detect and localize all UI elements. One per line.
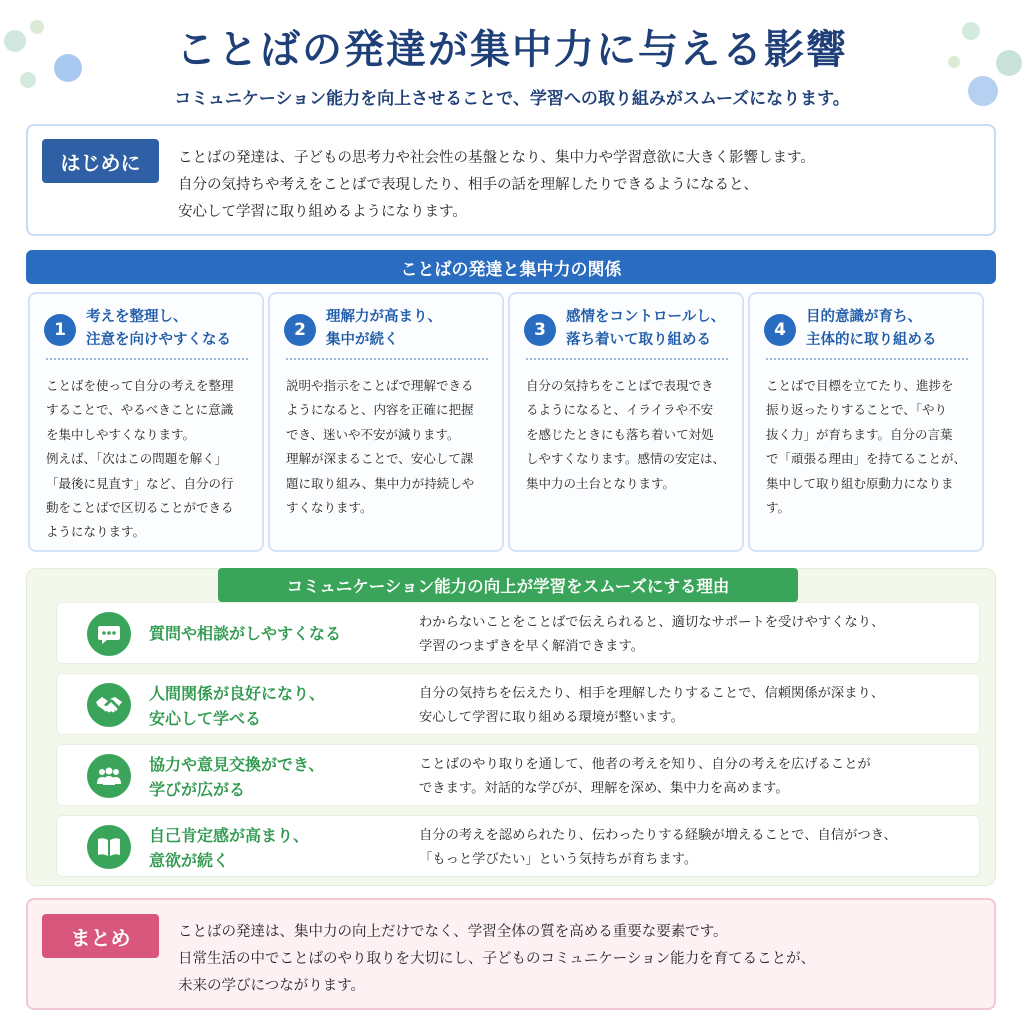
card-body [766,374,978,520]
card-body-line: 集中力の土台となります。 [526,475,676,491]
summary-line: 日常生活の中でことばのやり取りを大切にし、子どものコミュニケーション能力を育てることが、 [178,951,816,967]
reason-title [149,681,389,731]
card-body-line: 説明や指示をことばで理解できる [286,378,474,393]
card-body-line: ことばで目標を立てたり、進捗を [766,378,954,393]
group-icon [87,754,131,798]
intro-section [26,124,996,236]
reason-row [56,602,980,664]
card-body-line: で「頑張る理由」を持てることが、 [766,451,967,467]
reasons-heading: コミュニケーション能力の向上が学習をスムーズにする理由 [218,568,798,602]
card-title-line: 集中が続く [326,332,399,348]
card-body [526,374,738,496]
card-body-line: 振り返ったりすることで、「やり [766,402,948,418]
reason-desc-line: わからないことをことばで伝えられると、適切なサポートを受けやすくなり、 [419,615,885,630]
card-divider [526,358,728,360]
card-body-line: 自分の気持ちをことばで表現でき [526,378,714,393]
reason-row [56,815,980,877]
reason-description [419,682,959,730]
reason-desc-line: 「もっと学びたい」という気持ちが育ちます。 [419,852,698,867]
card-body [286,374,498,520]
card-header [44,306,254,364]
card-number-badge: 4 [764,314,796,346]
reason-title-line: 意欲が続く [149,851,230,870]
card-body-line: でき、迷いや不安が減ります。 [286,426,460,442]
reason-row [56,673,980,735]
reason-title-line: 人間関係が良好になり、 [149,684,326,703]
intro-line: ことばの発達は、子どもの思考力や社会性の基盤となり、集中力や学習意欲に大きく影響します。 [178,150,815,166]
card-header [764,306,974,364]
reason-desc-line: 自分の考えを認められたり、伝わったりする経験が増えることで、自信がつき、 [419,828,897,843]
reason-description [419,753,959,801]
card-number-badge: 2 [284,314,316,346]
reason-row [56,744,980,806]
reason-desc-line: 安心して学習に取り組める環境が整います。 [419,710,684,725]
reason-title-line: 学びが広がる [149,780,246,799]
card-body-line: を感じたときにも落ち着いて対処 [526,426,714,442]
summary-text [178,919,968,1000]
reason-title [149,621,389,646]
reason-title-line: 質問や相談がしやすくなる [149,624,342,643]
chat-icon [87,612,131,656]
book-icon [87,825,131,869]
card-title-line: 理解力が高まり、 [326,309,442,325]
card-body-line: 抜く力」が育ちます。自分の言葉 [766,426,953,442]
card-body-line: を集中しやすくなります。 [46,426,196,442]
reason-description [419,611,959,659]
relation-card-3 [508,292,744,552]
card-body [46,374,258,545]
card-number-badge: 1 [44,314,76,346]
card-title-line: 目的意識が育ち、 [806,309,922,325]
intro-line: 自分の気持ちや考えをことばで表現したり、相手の話を理解したりできるようになると、 [178,177,758,193]
intro-line: 安心して学習に取り組めるようになります。 [178,204,467,220]
card-body-line: 理解が深まることで、安心して課 [286,451,474,467]
reason-title [149,823,389,873]
page-subtitle: コミュニケーション能力を向上させることで、学習への取り組みがスムーズになります。 [174,89,850,109]
summary-section [26,898,996,1010]
relation-card-4 [748,292,984,552]
reason-title-line: 安心して学べる [149,709,262,728]
card-body-line: ようになると、内容を正確に把握 [286,402,474,418]
summary-line: ことばの発達は、集中力の向上だけでなく、学習全体の質を高める重要な要素です。 [178,924,728,940]
card-body-line: することで、やるべきことに意識 [46,402,234,418]
card-body-line: 例えば、「次はこの問題を解く」 [46,451,228,467]
summary-tag: まとめ [42,914,159,958]
relation-heading: ことばの発達と集中力の関係 [26,250,996,284]
card-body-line: す。 [766,500,791,516]
card-title-line: 落ち着いて取り組める [566,332,711,348]
reason-desc-line: できます。対話的な学びが、理解を深め、集中力を高めます。 [419,781,789,796]
card-body-line: 動をことばで区切ることができる [46,500,234,516]
reason-desc-line: 学習のつまずきを早く解消できます。 [419,639,644,654]
reason-title-line: 協力や意見交換ができ、 [149,755,325,774]
intro-text [178,145,968,226]
card-body-line: るようになると、イライラや不安 [526,402,714,418]
card-title [86,306,266,352]
handshake-icon [87,683,131,727]
card-header [524,306,734,364]
relation-card-2 [268,292,504,552]
card-number-badge: 3 [524,314,556,346]
intro-tag: はじめに [42,139,159,183]
reason-title-line: 自己肯定感が高まり、 [149,826,310,845]
card-title-line: 主体的に取り組める [806,332,937,348]
reason-title [149,752,389,802]
page-title: ことばの発達が集中力に与える影響 [176,27,848,73]
card-body-line: すくなります。 [286,500,373,516]
card-divider [46,358,248,360]
card-title-line: 注意を向けやすくなる [86,332,231,348]
summary-line: 未来の学びにつながります。 [178,978,366,994]
card-body-line: 集中して取り組む原動力になりま [766,475,954,491]
card-title [566,306,746,352]
card-body-line: しやすくなります。感情の安定は、 [526,451,726,467]
card-body-line: ことばを使って自分の考えを整理 [46,378,234,393]
card-title [326,306,506,352]
card-body-line: 題に取り組み、集中力が持続しや [286,475,475,491]
card-title-line: 考えを整理し、 [86,309,188,325]
reason-desc-line: 自分の気持ちを伝えたり、相手を理解したりすることで、信頼関係が深まり、 [419,686,885,701]
reason-description [419,824,959,872]
card-body-line: ようになります。 [46,524,146,540]
reason-desc-line: ことばのやり取りを通して、他者の考えを知り、自分の考えを広げることが [419,757,871,772]
card-title [806,306,986,352]
card-divider [766,358,968,360]
card-divider [286,358,488,360]
card-title-line: 感情をコントロールし、 [566,309,726,325]
relation-card-1 [28,292,264,552]
card-header [284,306,494,364]
card-body-line: 「最後に見直す」など、自分の行 [46,475,234,491]
